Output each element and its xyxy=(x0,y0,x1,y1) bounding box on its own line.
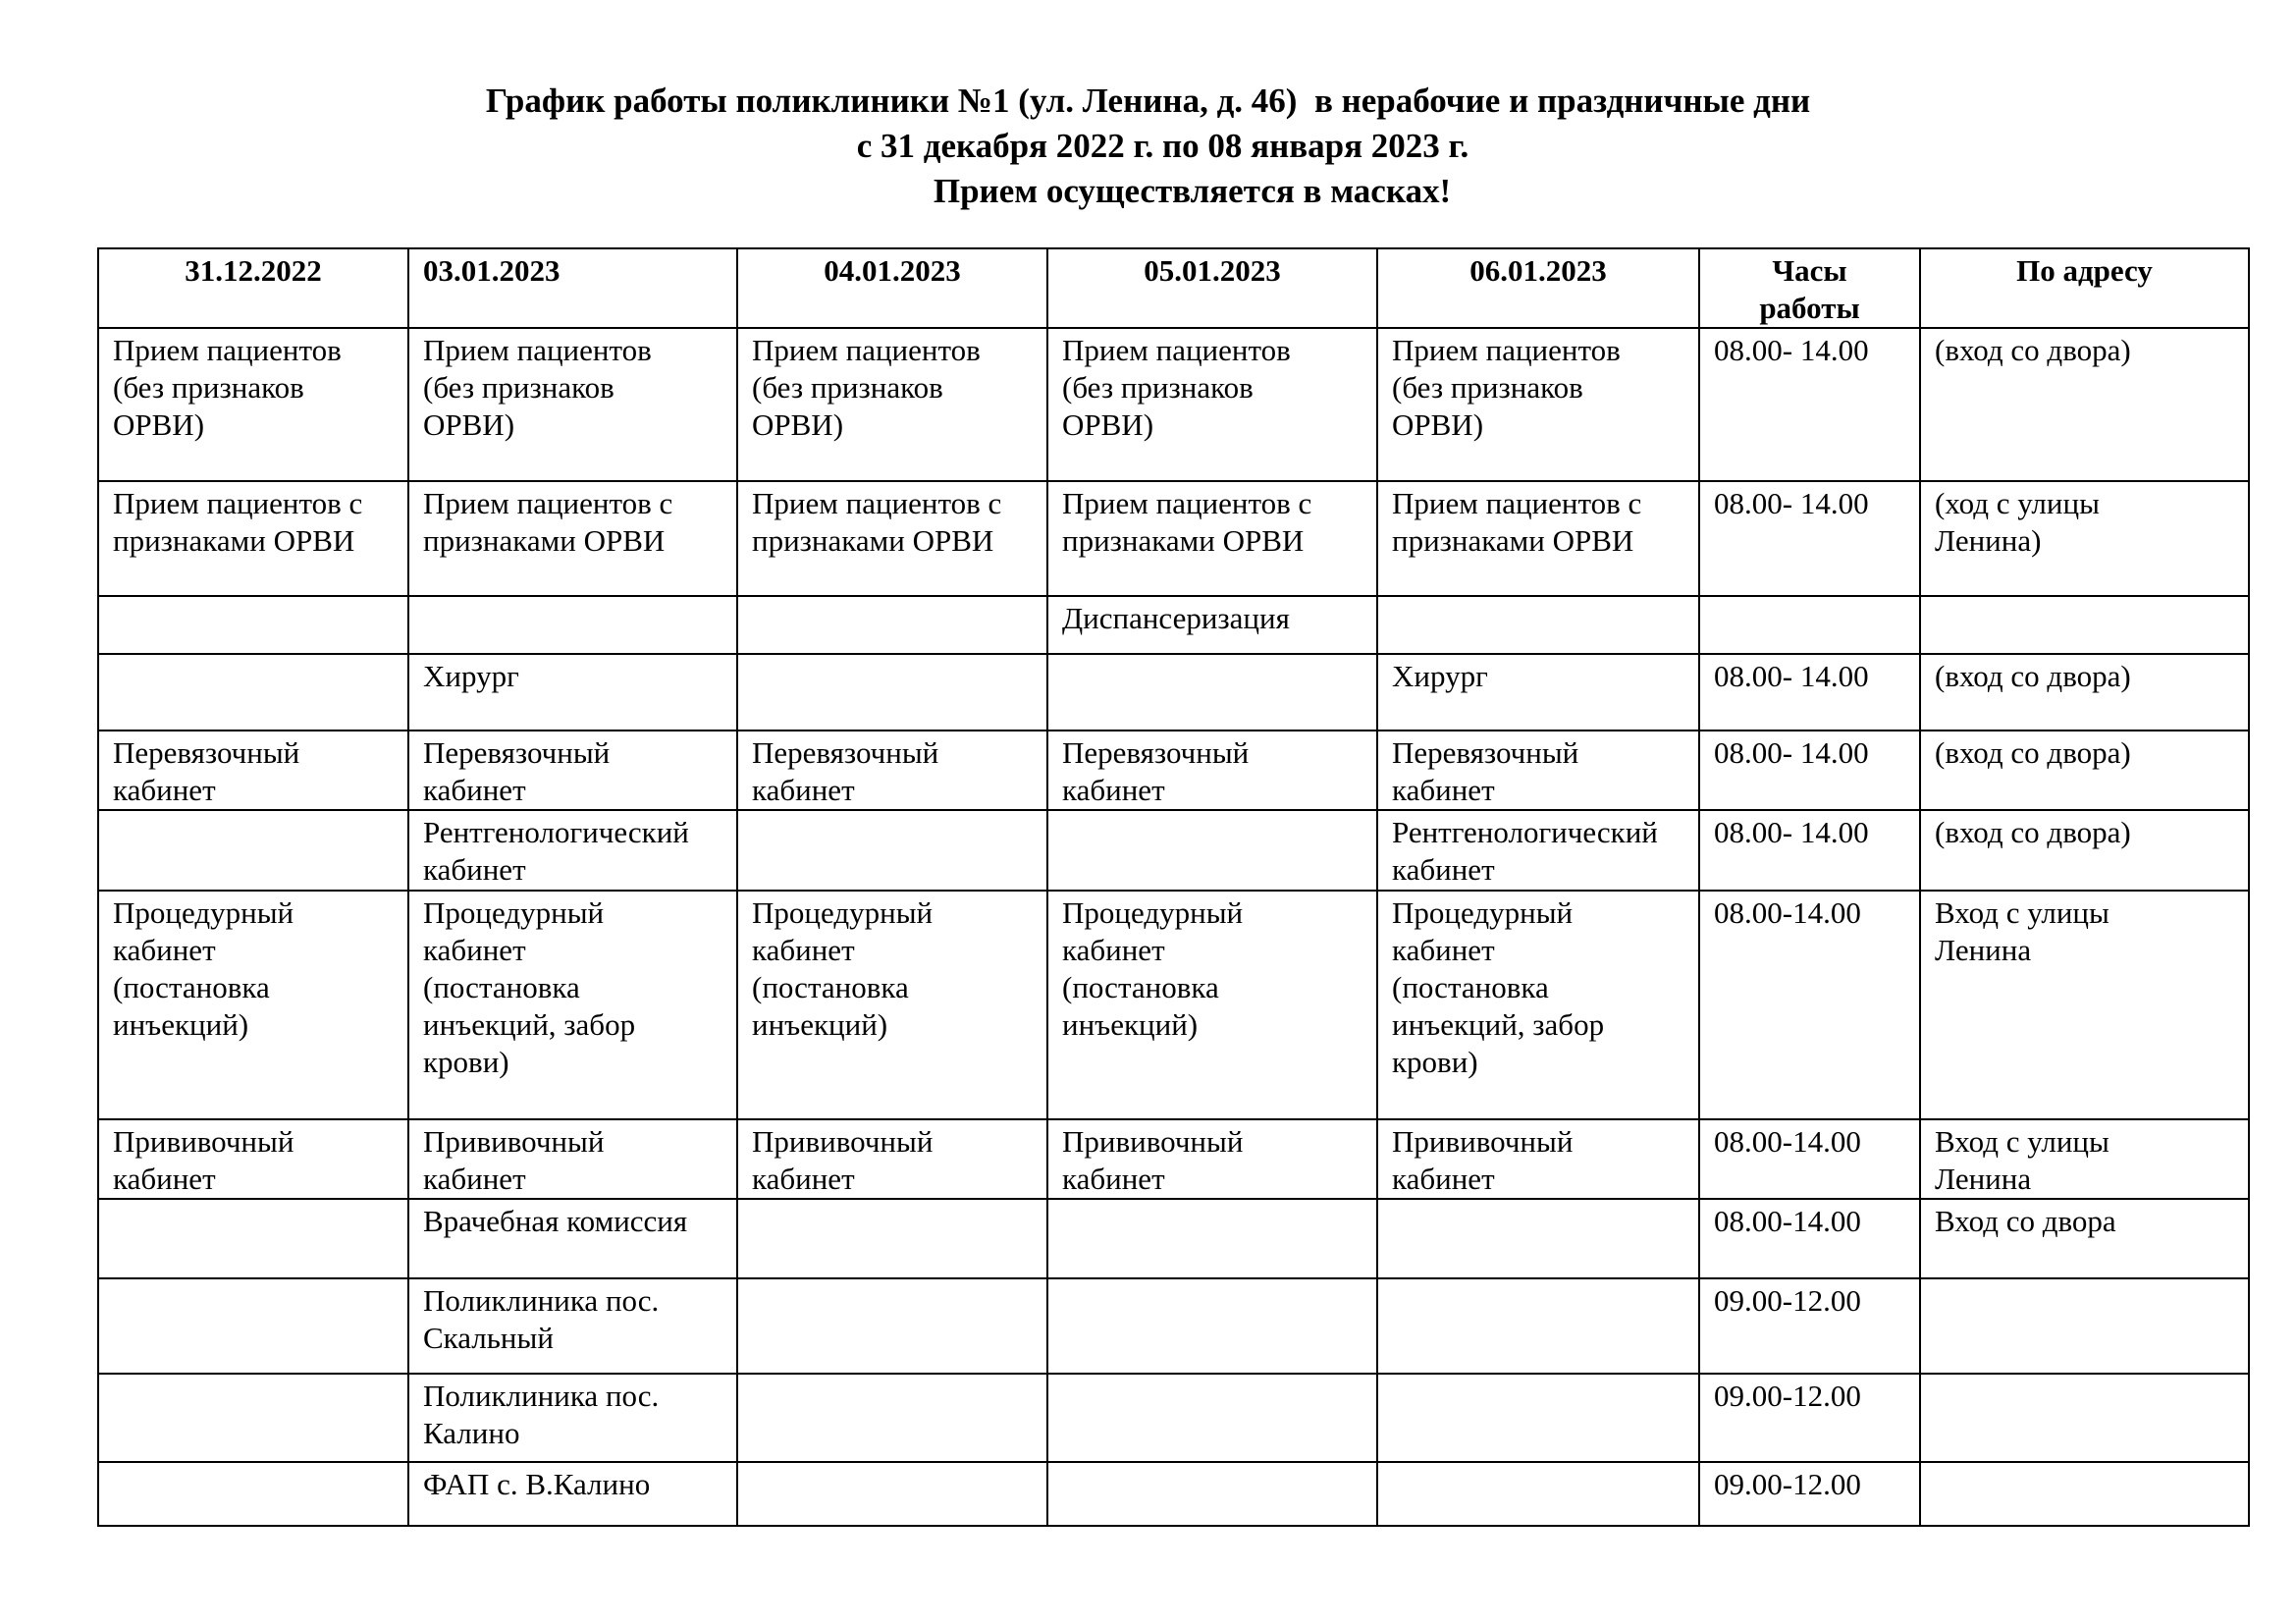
table-cell xyxy=(98,1374,408,1462)
table-row xyxy=(98,328,2249,481)
table-cell xyxy=(1047,810,1377,891)
table-cell: Поликлиника пос. Скальный xyxy=(408,1278,737,1374)
table-cell: Перевязочный кабинет xyxy=(1377,731,1699,810)
table-row xyxy=(98,1462,2249,1526)
table-cell xyxy=(98,654,408,731)
table-cell: Прием пациентов с признаками ОРВИ xyxy=(1377,481,1699,596)
table-cell: Прием пациентов (без признаков ОРВИ) xyxy=(408,328,737,481)
table-cell xyxy=(1920,1462,2249,1526)
table-cell: Процедурный кабинет (постановка инъекций) xyxy=(737,891,1047,1119)
table-row xyxy=(98,891,2249,1119)
table-cell: Прием пациентов с признаками ОРВИ xyxy=(737,481,1047,596)
table-cell: Прививочный кабинет xyxy=(408,1119,737,1199)
table-cell: Процедурный кабинет (постановка инъекций) xyxy=(98,891,408,1119)
table-cell: (вход со двора) xyxy=(1920,731,2249,810)
table-cell xyxy=(1377,1374,1699,1462)
table-cell: Прививочный кабинет xyxy=(98,1119,408,1199)
table-cell xyxy=(1047,1278,1377,1374)
table-cell: 08.00- 14.00 xyxy=(1699,481,1920,596)
header-cell: 04.01.2023 xyxy=(737,248,1047,328)
table-cell: Процедурный кабинет (постановка инъекций) xyxy=(1047,891,1377,1119)
table-cell xyxy=(98,810,408,891)
table-cell: 09.00-12.00 xyxy=(1699,1278,1920,1374)
table-cell xyxy=(1377,1278,1699,1374)
table-cell xyxy=(98,1278,408,1374)
title-line-3: Прием осуществляется в масках! xyxy=(933,172,1452,210)
table-row xyxy=(98,1278,2249,1374)
table-cell xyxy=(1920,1374,2249,1462)
table-cell: Прививочный кабинет xyxy=(737,1119,1047,1199)
table-cell: (вход со двора) xyxy=(1920,810,2249,891)
table-cell: (вход со двора) xyxy=(1920,328,2249,481)
table-cell xyxy=(737,1374,1047,1462)
table-cell: 08.00- 14.00 xyxy=(1699,328,1920,481)
document-title xyxy=(0,79,2296,214)
table-row xyxy=(98,654,2249,731)
table-cell xyxy=(98,1199,408,1278)
table-cell: 08.00-14.00 xyxy=(1699,1119,1920,1199)
table-cell: Перевязочный кабинет xyxy=(98,731,408,810)
table-cell xyxy=(1047,654,1377,731)
title-line-1: График работы поликлиники №1 (ул. Ленина, д. 46) в нерабочие и праздничные дни xyxy=(485,81,1811,120)
table-cell: Прием пациентов с признаками ОРВИ xyxy=(408,481,737,596)
table-cell: 08.00- 14.00 xyxy=(1699,654,1920,731)
table-cell: Прием пациентов (без признаков ОРВИ) xyxy=(737,328,1047,481)
table-cell: Перевязочный кабинет xyxy=(408,731,737,810)
table-cell xyxy=(1377,1462,1699,1526)
table-cell: Рентгенологический кабинет xyxy=(408,810,737,891)
table-cell xyxy=(737,654,1047,731)
table-cell: 08.00-14.00 xyxy=(1699,1199,1920,1278)
table-cell xyxy=(98,596,408,654)
table-row xyxy=(98,810,2249,891)
table-cell: 09.00-12.00 xyxy=(1699,1462,1920,1526)
table-cell: ФАП с. В.Калино xyxy=(408,1462,737,1526)
table-cell: (вход со двора) xyxy=(1920,654,2249,731)
table-cell: 08.00-14.00 xyxy=(1699,891,1920,1119)
table-cell: Поликлиника пос. Калино xyxy=(408,1374,737,1462)
table-cell: Хирург xyxy=(1377,654,1699,731)
table-cell: Прививочный кабинет xyxy=(1047,1119,1377,1199)
title-line-2: с 31 декабря 2022 г. по 08 января 2023 г. xyxy=(856,127,1469,165)
table-cell xyxy=(1377,596,1699,654)
header-cell: Часы работы xyxy=(1699,248,1920,328)
table-cell xyxy=(737,596,1047,654)
table-cell xyxy=(1920,596,2249,654)
header-row xyxy=(98,248,2249,328)
table-cell xyxy=(408,596,737,654)
table-cell xyxy=(1047,1199,1377,1278)
table-cell: Прививочный кабинет xyxy=(1377,1119,1699,1199)
table-cell: Прием пациентов (без признаков ОРВИ) xyxy=(1377,328,1699,481)
table-cell: Перевязочный кабинет xyxy=(1047,731,1377,810)
table-cell xyxy=(737,1278,1047,1374)
table-cell: Вход с улицы Ленина xyxy=(1920,1119,2249,1199)
table-cell: 08.00- 14.00 xyxy=(1699,731,1920,810)
table-cell: Прием пациентов (без признаков ОРВИ) xyxy=(1047,328,1377,481)
header-cell: 31.12.2022 xyxy=(98,248,408,328)
table-row xyxy=(98,1119,2249,1199)
table-row xyxy=(98,596,2249,654)
schedule-table xyxy=(97,247,2250,1527)
table-cell xyxy=(1047,1462,1377,1526)
table-cell: Вход со двора xyxy=(1920,1199,2249,1278)
table-cell xyxy=(1047,1374,1377,1462)
table-cell: Диспансеризация xyxy=(1047,596,1377,654)
table-row xyxy=(98,1374,2249,1462)
table-cell xyxy=(1699,596,1920,654)
table-cell: 08.00- 14.00 xyxy=(1699,810,1920,891)
table-cell xyxy=(737,810,1047,891)
table-cell: Вход с улицы Ленина xyxy=(1920,891,2249,1119)
table-cell xyxy=(737,1199,1047,1278)
table-cell xyxy=(98,1462,408,1526)
table-cell: Процедурный кабинет (постановка инъекций, забор крови) xyxy=(408,891,737,1119)
table-cell xyxy=(1377,1199,1699,1278)
table-cell: 09.00-12.00 xyxy=(1699,1374,1920,1462)
header-cell: 06.01.2023 xyxy=(1377,248,1699,328)
header-cell: 03.01.2023 xyxy=(408,248,737,328)
table-row xyxy=(98,481,2249,596)
table-cell: Врачебная комиссия xyxy=(408,1199,737,1278)
table-cell: Прием пациентов с признаками ОРВИ xyxy=(1047,481,1377,596)
table-cell: Рентгенологический кабинет xyxy=(1377,810,1699,891)
table-cell: Хирург xyxy=(408,654,737,731)
table-cell: Прием пациентов с признаками ОРВИ xyxy=(98,481,408,596)
header-cell: 05.01.2023 xyxy=(1047,248,1377,328)
table-cell xyxy=(1920,1278,2249,1374)
table-cell: (ход с улицы Ленина) xyxy=(1920,481,2249,596)
table-row xyxy=(98,1199,2249,1278)
table-cell: Процедурный кабинет (постановка инъекций, забор крови) xyxy=(1377,891,1699,1119)
table-cell: Перевязочный кабинет xyxy=(737,731,1047,810)
table-cell xyxy=(737,1462,1047,1526)
table-row xyxy=(98,731,2249,810)
header-cell: По адресу xyxy=(1920,248,2249,328)
table-cell: Прием пациентов (без признаков ОРВИ) xyxy=(98,328,408,481)
